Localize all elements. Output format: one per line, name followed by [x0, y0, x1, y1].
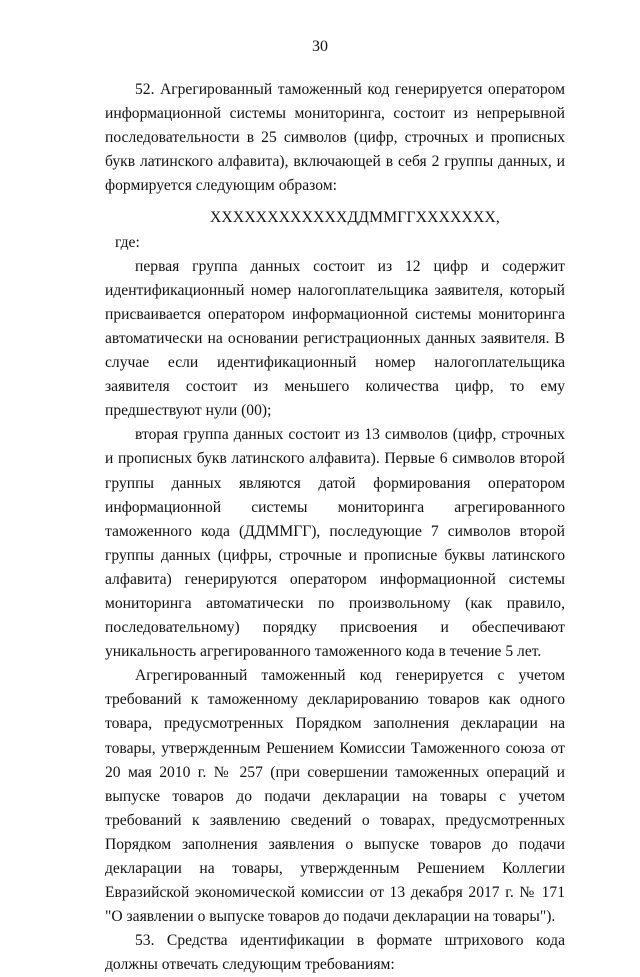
paragraph-group2: вторая группа данных состоит из 13 символов (цифр, строчных и прописных букв латинского алфавита). Первые 6 символов второй группы данных являются датой формирования оператором информационной системы мониторинга агрегированного таможенного кода (ДДММГГ), последующие 7 символов второй группы данных (цифры, строчные и прописные буквы латинского алфавита) генерируются оператором информационной системы мониторинга автоматически по произвольному (как правило, последовательному) порядку присвоения и обеспечивают уникальность агрегированного таможенного кода в течение 5 лет. [105, 426, 565, 661]
page-number: 30 [312, 38, 328, 55]
paragraph-group1: первая группа данных состоит из 12 цифр и содержит идентификационный номер налогоплательщика заявителя, который присваивается оператором информационной системы мониторинга автоматически на основании регистрационных данных заявителя. В случае если идентификационный номер налогоплательщика заявителя состоит из меньшего количества цифр, то ему предшествуют нули (00); [105, 257, 565, 420]
code-format: XXXXXXXXXXXXДДММГГXXXXXXX, [209, 209, 501, 227]
paragraph-53: 53. Средства идентификации в формате штрихового кода должны отвечать следующим требованиям: [105, 932, 565, 974]
document-body [105, 78, 565, 977]
paragraph-requirements: Агрегированный таможенный код генерируется с учетом требований к таможенному декларированию товаров как одного товара, предусмотренных Порядком заполнения декларации на товары, утвержденным Решением Комиссии Таможенного союза от 20 мая 2010 г. № 257 (при совершении таможенных операций и выпуске товаров до подачи декларации на товары с учетом требований к заявлению сведений о товарах, предусмотренных Порядком заполнения заявления о выпуске товаров до подачи декларации на товары, утвержденным Решением Коллегии Евразийской экономической комиссии от 13 декабря 2017 г. № 171 "О заявлении о выпуске товаров до подачи декларации на товары"). [105, 667, 565, 926]
paragraph-52: 52. Агрегированный таможенный код генерируется оператором информационной системы мониторинга, состоит из непрерывной последовательности в 25 символов (цифр, строчных и прописных букв латинского алфавита), включающей в себя 2 группы данных, и формируется следующим образом: [105, 81, 565, 195]
where-label: где: [115, 233, 140, 251]
